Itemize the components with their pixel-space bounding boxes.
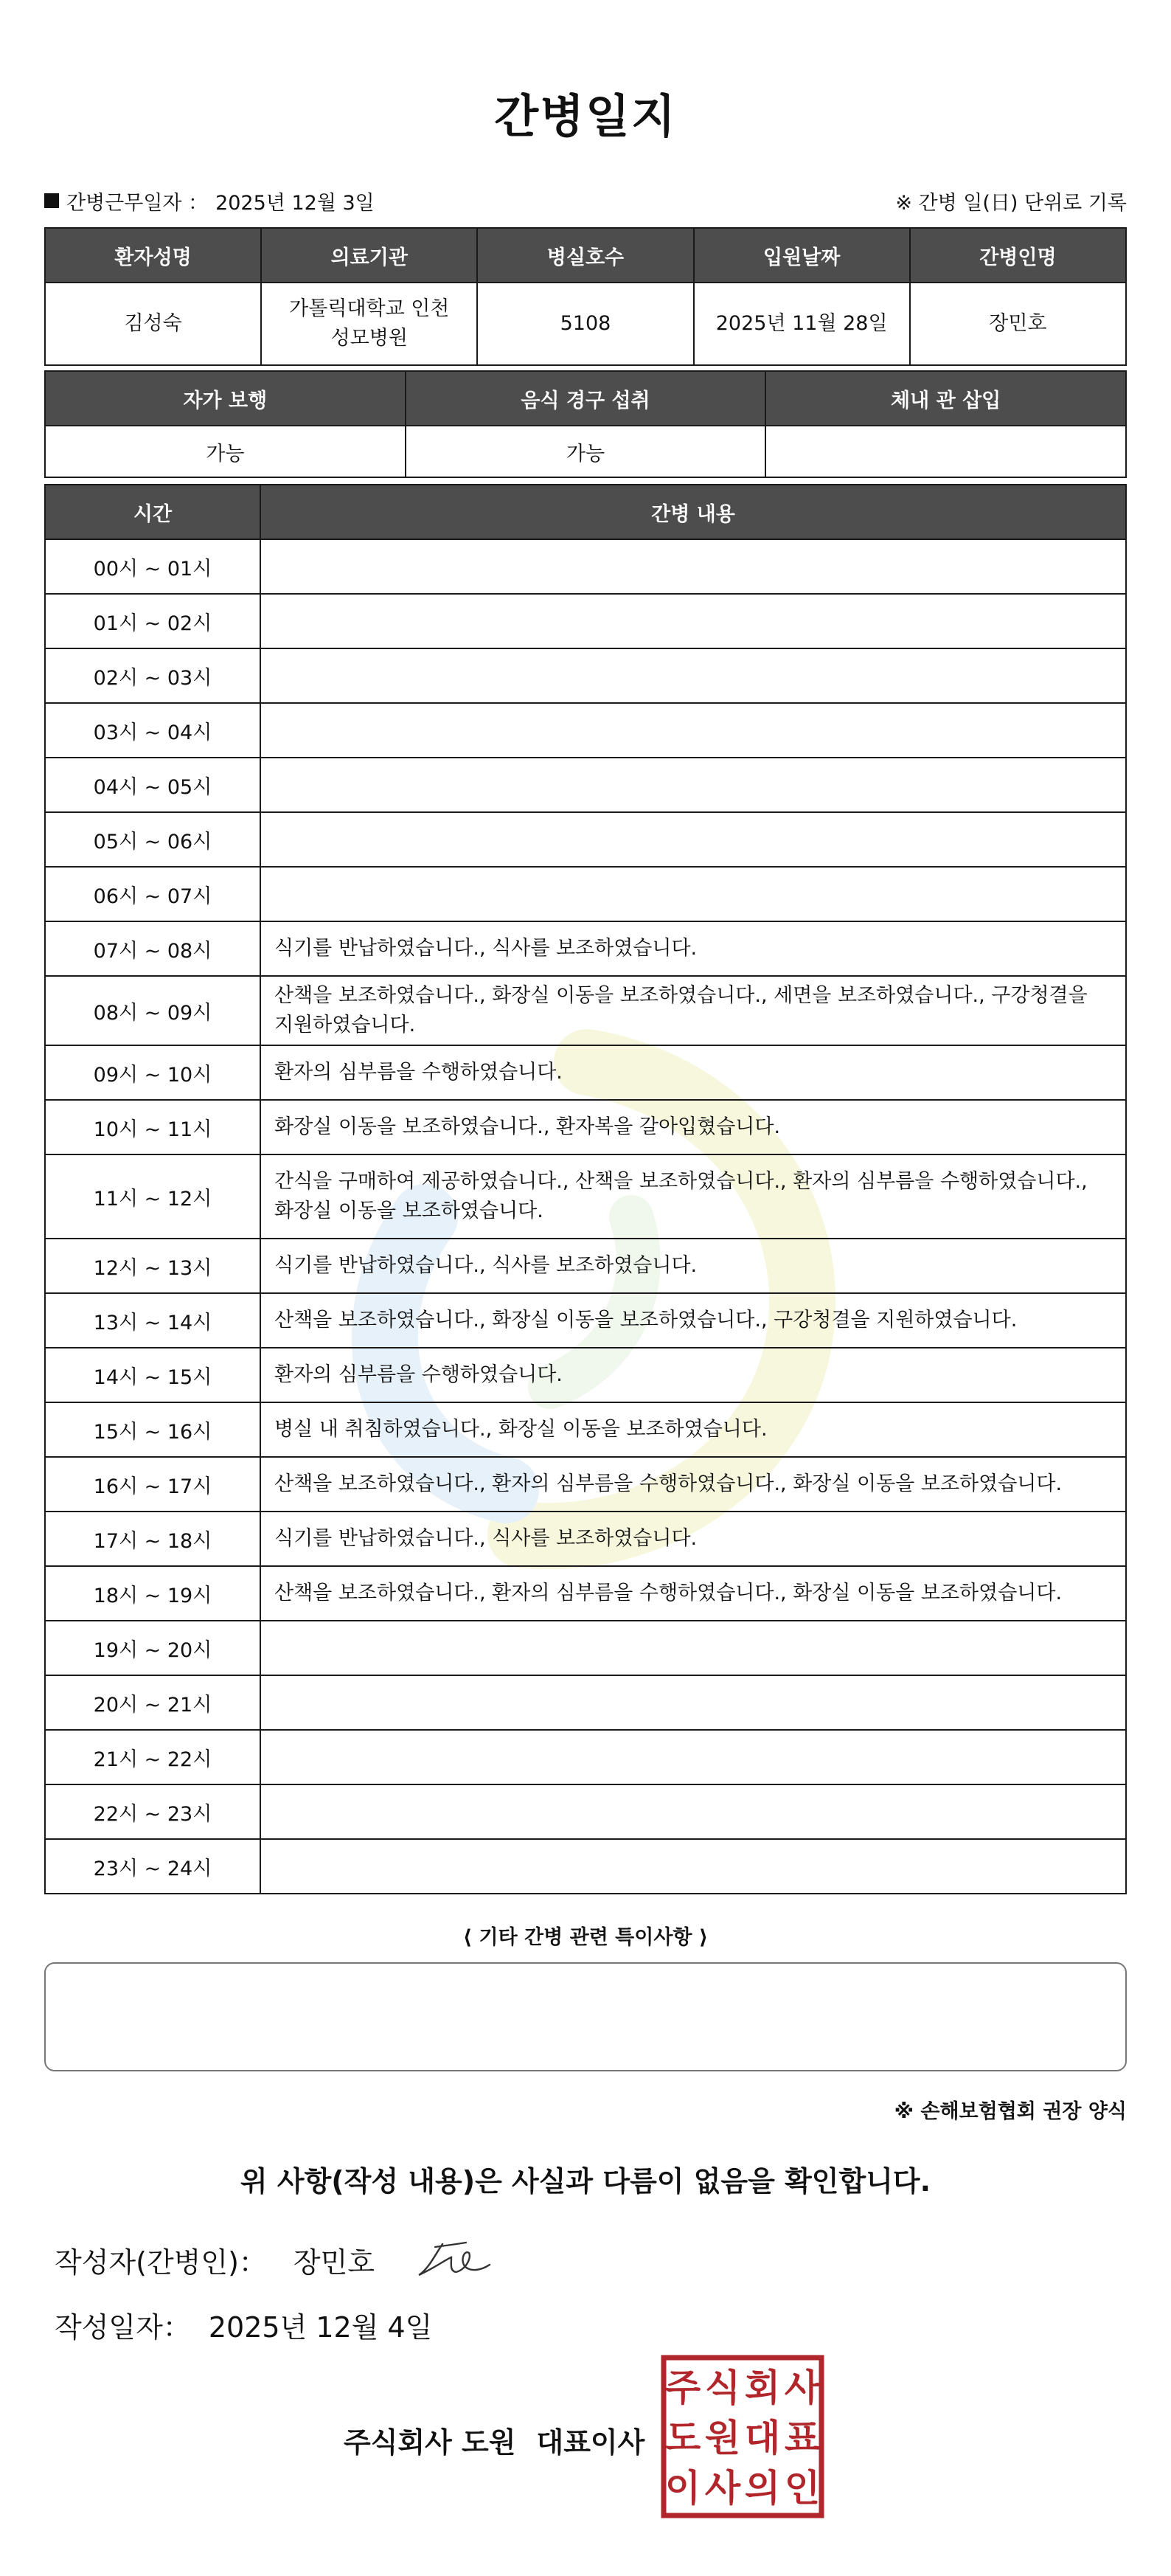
table-row: [45, 1730, 1126, 1784]
content-cell: 식기를 반납하였습니다., 식사를 보조하였습니다.: [260, 1239, 1126, 1293]
confirmation-statement: 위 사항(작성 내용)은 사실과 다름이 없음을 확인합니다.: [240, 2165, 931, 2198]
table-row: [45, 1512, 1126, 1566]
notes-box: [44, 1962, 1127, 2071]
oral-intake-status: 가능: [406, 426, 766, 477]
content-cell: 식기를 반납하였습니다., 식사를 보조하였습니다.: [260, 921, 1126, 976]
seal-char: 인: [784, 2467, 821, 2510]
table-row: [45, 1239, 1126, 1293]
table-row: [45, 1402, 1126, 1457]
table-row: [45, 426, 1126, 477]
header-oral-intake: 음식 경구 섭취: [406, 371, 766, 426]
writer-label: 작성자(간병인)：: [55, 2246, 267, 2279]
content-cell: 산책을 보조하였습니다., 환자의 심부름을 수행하였습니다., 화장실 이동을 보조하였습니다.: [260, 1566, 1126, 1621]
table-row: [45, 1045, 1126, 1100]
written-date-value: 2025년 12월 4일: [208, 2311, 433, 2344]
time-cell: 05시 ~ 06시: [45, 812, 260, 867]
content-cell: [260, 867, 1126, 921]
written-date-label: 작성일자：: [55, 2311, 191, 2344]
header-room: 병실호수: [477, 228, 693, 283]
time-cell: 10시 ~ 11시: [45, 1100, 260, 1154]
content-cell: [260, 1621, 1126, 1675]
header-content: 간병 내용: [260, 485, 1126, 539]
table-row: [45, 1457, 1126, 1512]
table-header-row: [45, 485, 1126, 539]
page-title: 간병일지: [494, 89, 677, 143]
table-row: [45, 594, 1126, 648]
header-walking: 자가 보행: [45, 371, 406, 426]
content-cell: 산책을 보조하였습니다., 환자의 심부름을 수행하였습니다., 화장실 이동을 보조하였습니다.: [260, 1457, 1126, 1512]
content-cell: [260, 812, 1126, 867]
time-cell: 19시 ~ 20시: [45, 1621, 260, 1675]
table-row: [45, 539, 1126, 594]
caregiver-name: 장민호: [910, 283, 1126, 365]
content-cell: 산책을 보조하였습니다., 화장실 이동을 보조하였습니다., 세면을 보조하였습니다., 구강청결을 지원하였습니다.: [260, 976, 1126, 1045]
table-row: [45, 703, 1126, 758]
content-cell: [260, 703, 1126, 758]
written-date-row: [55, 2305, 432, 2345]
content-cell: 화장실 이동을 보조하였습니다., 환자복을 갈아입혔습니다.: [260, 1100, 1126, 1154]
table-row: [45, 1293, 1126, 1348]
table-row: [45, 1348, 1126, 1402]
seal-char: 이: [664, 2467, 701, 2510]
content-cell: [260, 594, 1126, 648]
content-cell: 환자의 심부름을 수행하였습니다.: [260, 1348, 1126, 1402]
signature: [413, 2229, 494, 2288]
care-log-table: [44, 484, 1127, 1894]
content-cell: 환자의 심부름을 수행하였습니다.: [260, 1045, 1126, 1100]
table-row: [45, 1675, 1126, 1730]
table-row: [45, 921, 1126, 976]
seal-char: 회: [744, 2366, 781, 2409]
content-cell: [260, 1839, 1126, 1894]
time-cell: 23시 ~ 24시: [45, 1839, 260, 1894]
content-cell: [260, 758, 1126, 812]
seal-char: 의: [744, 2467, 781, 2510]
seal-char: 식: [704, 2366, 741, 2409]
header-caregiver: 간병인명: [910, 228, 1126, 283]
writer-row: [55, 2240, 375, 2280]
time-cell: 00시 ~ 01시: [45, 539, 260, 594]
work-date: [44, 187, 375, 215]
table-row: [45, 1839, 1126, 1894]
content-cell: [260, 1784, 1126, 1839]
content-cell: 산책을 보조하였습니다., 화장실 이동을 보조하였습니다., 구강청결을 지원하였습니다.: [260, 1293, 1126, 1348]
table-row: [45, 1784, 1126, 1839]
time-cell: 22시 ~ 23시: [45, 1784, 260, 1839]
time-cell: 11시 ~ 12시: [45, 1154, 260, 1239]
content-cell: [260, 648, 1126, 703]
time-cell: 15시 ~ 16시: [45, 1402, 260, 1457]
room-number: 5108: [477, 283, 693, 365]
header-tube: 체내 관 삽입: [765, 371, 1126, 426]
seal-char: 사: [784, 2366, 821, 2409]
content-cell: [260, 1730, 1126, 1784]
patient-info-table: [44, 227, 1127, 366]
work-date-value: 2025년 12월 3일: [215, 191, 375, 215]
company-seal: [661, 2355, 824, 2518]
table-row: [45, 758, 1126, 812]
header-admission-date: 입원날짜: [694, 228, 910, 283]
table-row: [45, 1566, 1126, 1621]
care-log-body: [45, 539, 1126, 1894]
patient-name: 김성숙: [45, 283, 261, 365]
header-patient-name: 환자성명: [45, 228, 261, 283]
square-bullet-icon: [44, 193, 59, 208]
time-cell: 14시 ~ 15시: [45, 1348, 260, 1402]
form-note: ※ 손해보험협회 권장 양식: [894, 2100, 1127, 2123]
time-cell: 20시 ~ 21시: [45, 1675, 260, 1730]
seal-char: 사: [704, 2467, 741, 2510]
work-date-label: 간병근무일자 ：: [66, 191, 209, 215]
header-time: 시간: [45, 485, 260, 539]
company-name: 주식회사 도원: [344, 2426, 516, 2459]
time-cell: 12시 ~ 13시: [45, 1239, 260, 1293]
content-cell: [260, 1675, 1126, 1730]
content-cell: [260, 539, 1126, 594]
institution-text: 가톨릭대학교 인천성모병원: [289, 297, 450, 350]
admission-date: 2025년 11월 28일: [694, 283, 910, 365]
table-header-row: [45, 228, 1126, 283]
time-cell: 13시 ~ 14시: [45, 1293, 260, 1348]
time-cell: 03시 ~ 04시: [45, 703, 260, 758]
time-cell: 01시 ~ 02시: [45, 594, 260, 648]
tube-status: [765, 426, 1126, 477]
table-row: [45, 812, 1126, 867]
header-institution: 의료기관: [261, 228, 477, 283]
walking-status: 가능: [45, 426, 406, 477]
seal-char: 표: [784, 2417, 821, 2459]
patient-status-table: [44, 370, 1127, 478]
table-row: [45, 648, 1126, 703]
time-cell: 17시 ~ 18시: [45, 1512, 260, 1566]
institution: [261, 283, 477, 365]
table-row: [45, 976, 1126, 1045]
table-row: [45, 283, 1126, 365]
company-row: [344, 2420, 644, 2460]
seal-char: 원: [704, 2417, 741, 2459]
time-cell: 06시 ~ 07시: [45, 867, 260, 921]
time-cell: 07시 ~ 08시: [45, 921, 260, 976]
company-title: 대표이사: [536, 2426, 645, 2459]
notes-title: ⟨ 기타 간병 관련 특이사항 ⟩: [462, 1926, 709, 1949]
table-row: [45, 1154, 1126, 1239]
table-header-row: [45, 371, 1126, 426]
seal-char: 대: [744, 2417, 781, 2459]
time-cell: 04시 ~ 05시: [45, 758, 260, 812]
time-cell: 21시 ~ 22시: [45, 1730, 260, 1784]
writer-name: 장민호: [293, 2246, 375, 2279]
time-cell: 09시 ~ 10시: [45, 1045, 260, 1100]
table-row: [45, 1621, 1126, 1675]
meta-row: [44, 186, 1127, 215]
content-cell: 식기를 반납하였습니다., 식사를 보조하였습니다.: [260, 1512, 1126, 1566]
table-row: [45, 867, 1126, 921]
time-cell: 08시 ~ 09시: [45, 976, 260, 1045]
unit-note: ※ 간병 일(日) 단위로 기록: [895, 191, 1127, 215]
time-cell: 16시 ~ 17시: [45, 1457, 260, 1512]
seal-char: 도: [664, 2417, 701, 2459]
table-row: [45, 1100, 1126, 1154]
content-cell: 간식을 구매하여 제공하였습니다., 산책을 보조하였습니다., 환자의 심부름을 수행하였습니다., 화장실 이동을 보조하였습니다.: [260, 1154, 1126, 1239]
time-cell: 02시 ~ 03시: [45, 648, 260, 703]
seal-char: 주: [664, 2366, 701, 2409]
time-cell: 18시 ~ 19시: [45, 1566, 260, 1621]
content-cell: 병실 내 취침하였습니다., 화장실 이동을 보조하였습니다.: [260, 1402, 1126, 1457]
